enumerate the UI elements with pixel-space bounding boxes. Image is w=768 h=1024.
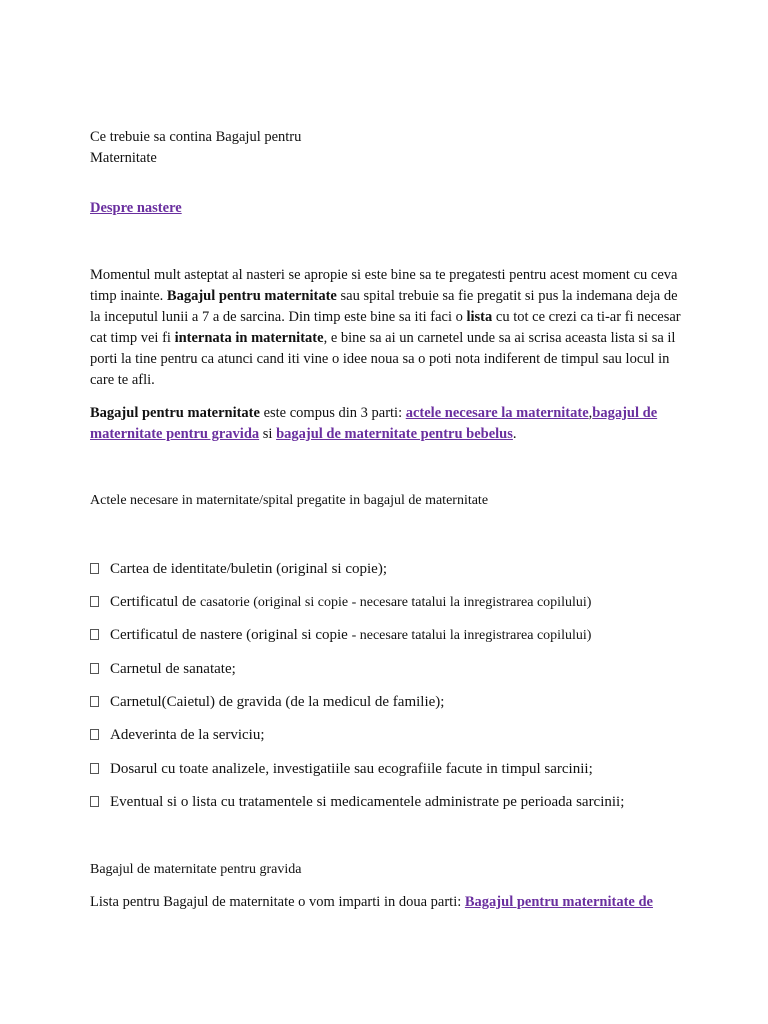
list-item — [90, 592, 690, 613]
composition-text-1: este compus din 3 parti: — [259, 405, 406, 421]
list-item — [90, 659, 690, 679]
intro-text-2: sau spital trebuie sa fie pregatit si pus la indemana deja de la inceputul lunii a 7 a de sarcina. Din timp este bine sa iti faci o — [90, 288, 678, 325]
list-item-text: Carnetul(Caietul) de gravida (de la medicul de familie); — [110, 694, 445, 710]
composition-text-3: . — [512, 426, 517, 442]
list-item — [90, 759, 690, 779]
bullet-icon — [90, 696, 99, 707]
list-item — [90, 792, 690, 812]
bagajul-gravida-link[interactable]: bagajul de maternitate pentru gravida — [90, 405, 658, 442]
list-item-text: Cartea de identitate/buletin (original si copie); — [110, 561, 387, 577]
bullet-icon — [90, 763, 99, 774]
intro-bold-2: lista — [466, 309, 493, 325]
section-heading-acte: Actele necesare in maternitate/spital pregatite in bagajul de maternitate — [90, 493, 489, 508]
intro-bold-1: Bagajul pentru maternitate — [166, 288, 337, 304]
acte-necesare-link[interactable]: actele necesare la maternitate — [405, 405, 589, 421]
intro-paragraph — [90, 265, 685, 391]
list-item — [90, 725, 690, 745]
composition-text-2: si — [259, 426, 277, 442]
list-item — [90, 692, 690, 712]
list-item-text: casatorie (original si copie - necesare tatalui la inregistrarea copilului) — [199, 595, 592, 610]
bagajul-bebelus-link[interactable]: bagajul de maternitate pentru bebelus — [276, 426, 513, 442]
list-item-text: Certificatul de — [110, 594, 200, 610]
intro-text-4: , e bine sa ai un carnetel unde sa ai scrisa aceasta lista si sa il porti la tine pentru ca atunci cand iti vine o idee noua sa o poti nota indiferent de timpul sau locul in care te afli. — [90, 330, 676, 388]
list-item-text: - necesare tatalui la inregistrarea copilului) — [351, 628, 592, 643]
list-item — [90, 625, 690, 646]
list-item-text: Eventual si o lista cu tratamentele si medicamentele administrate pe perioada sarcinii; — [110, 794, 625, 810]
bullet-icon — [90, 729, 99, 740]
intro-text-3: cu tot ce crezi ca ti-ar fi necesar cat timp vei fi — [90, 309, 681, 346]
list-item-text: Certificatul de nastere (original si copie — [110, 627, 352, 643]
section-heading-gravida: Bagajul de maternitate pentru gravida — [90, 862, 302, 877]
bullet-icon — [90, 563, 99, 574]
bullet-icon — [90, 596, 99, 607]
title-line-1: Ce trebuie sa contina Bagajul pentru — [90, 129, 302, 145]
list-item-text: Dosarul cu toate analizele, investigatiile sau ecografiile facute in timpul sarcinii; — [110, 761, 593, 777]
composition-paragraph — [90, 403, 685, 445]
bullet-icon — [90, 663, 99, 674]
bagajul-maternitate-link[interactable]: Bagajul pentru maternitate de — [464, 894, 653, 910]
intro-bold-3: internata in maternitate — [174, 330, 324, 346]
bullet-icon — [90, 796, 99, 807]
composition-bold: Bagajul pentru maternitate — [90, 405, 260, 421]
list-item — [90, 559, 690, 579]
list-item-text: Carnetul de sanatate; — [110, 661, 236, 677]
intro-text-1: Momentul mult asteptat al nasteri se apropie si este bine sa te pregatesti pentru acest moment cu ceva timp inainte. — [90, 267, 678, 304]
document-title — [90, 127, 685, 169]
despre-nastere-paragraph — [90, 198, 685, 219]
list-item-text: Adeverinta de la serviciu; — [110, 727, 265, 743]
title-line-2: Maternitate — [90, 150, 157, 166]
despre-nastere-link[interactable]: Despre nastere — [90, 200, 182, 216]
final-text: Lista pentru Bagajul de maternitate o vom imparti in doua parti: — [90, 894, 465, 910]
composition-comma: , — [588, 405, 593, 421]
final-paragraph — [90, 892, 690, 913]
bullet-icon — [90, 629, 99, 640]
